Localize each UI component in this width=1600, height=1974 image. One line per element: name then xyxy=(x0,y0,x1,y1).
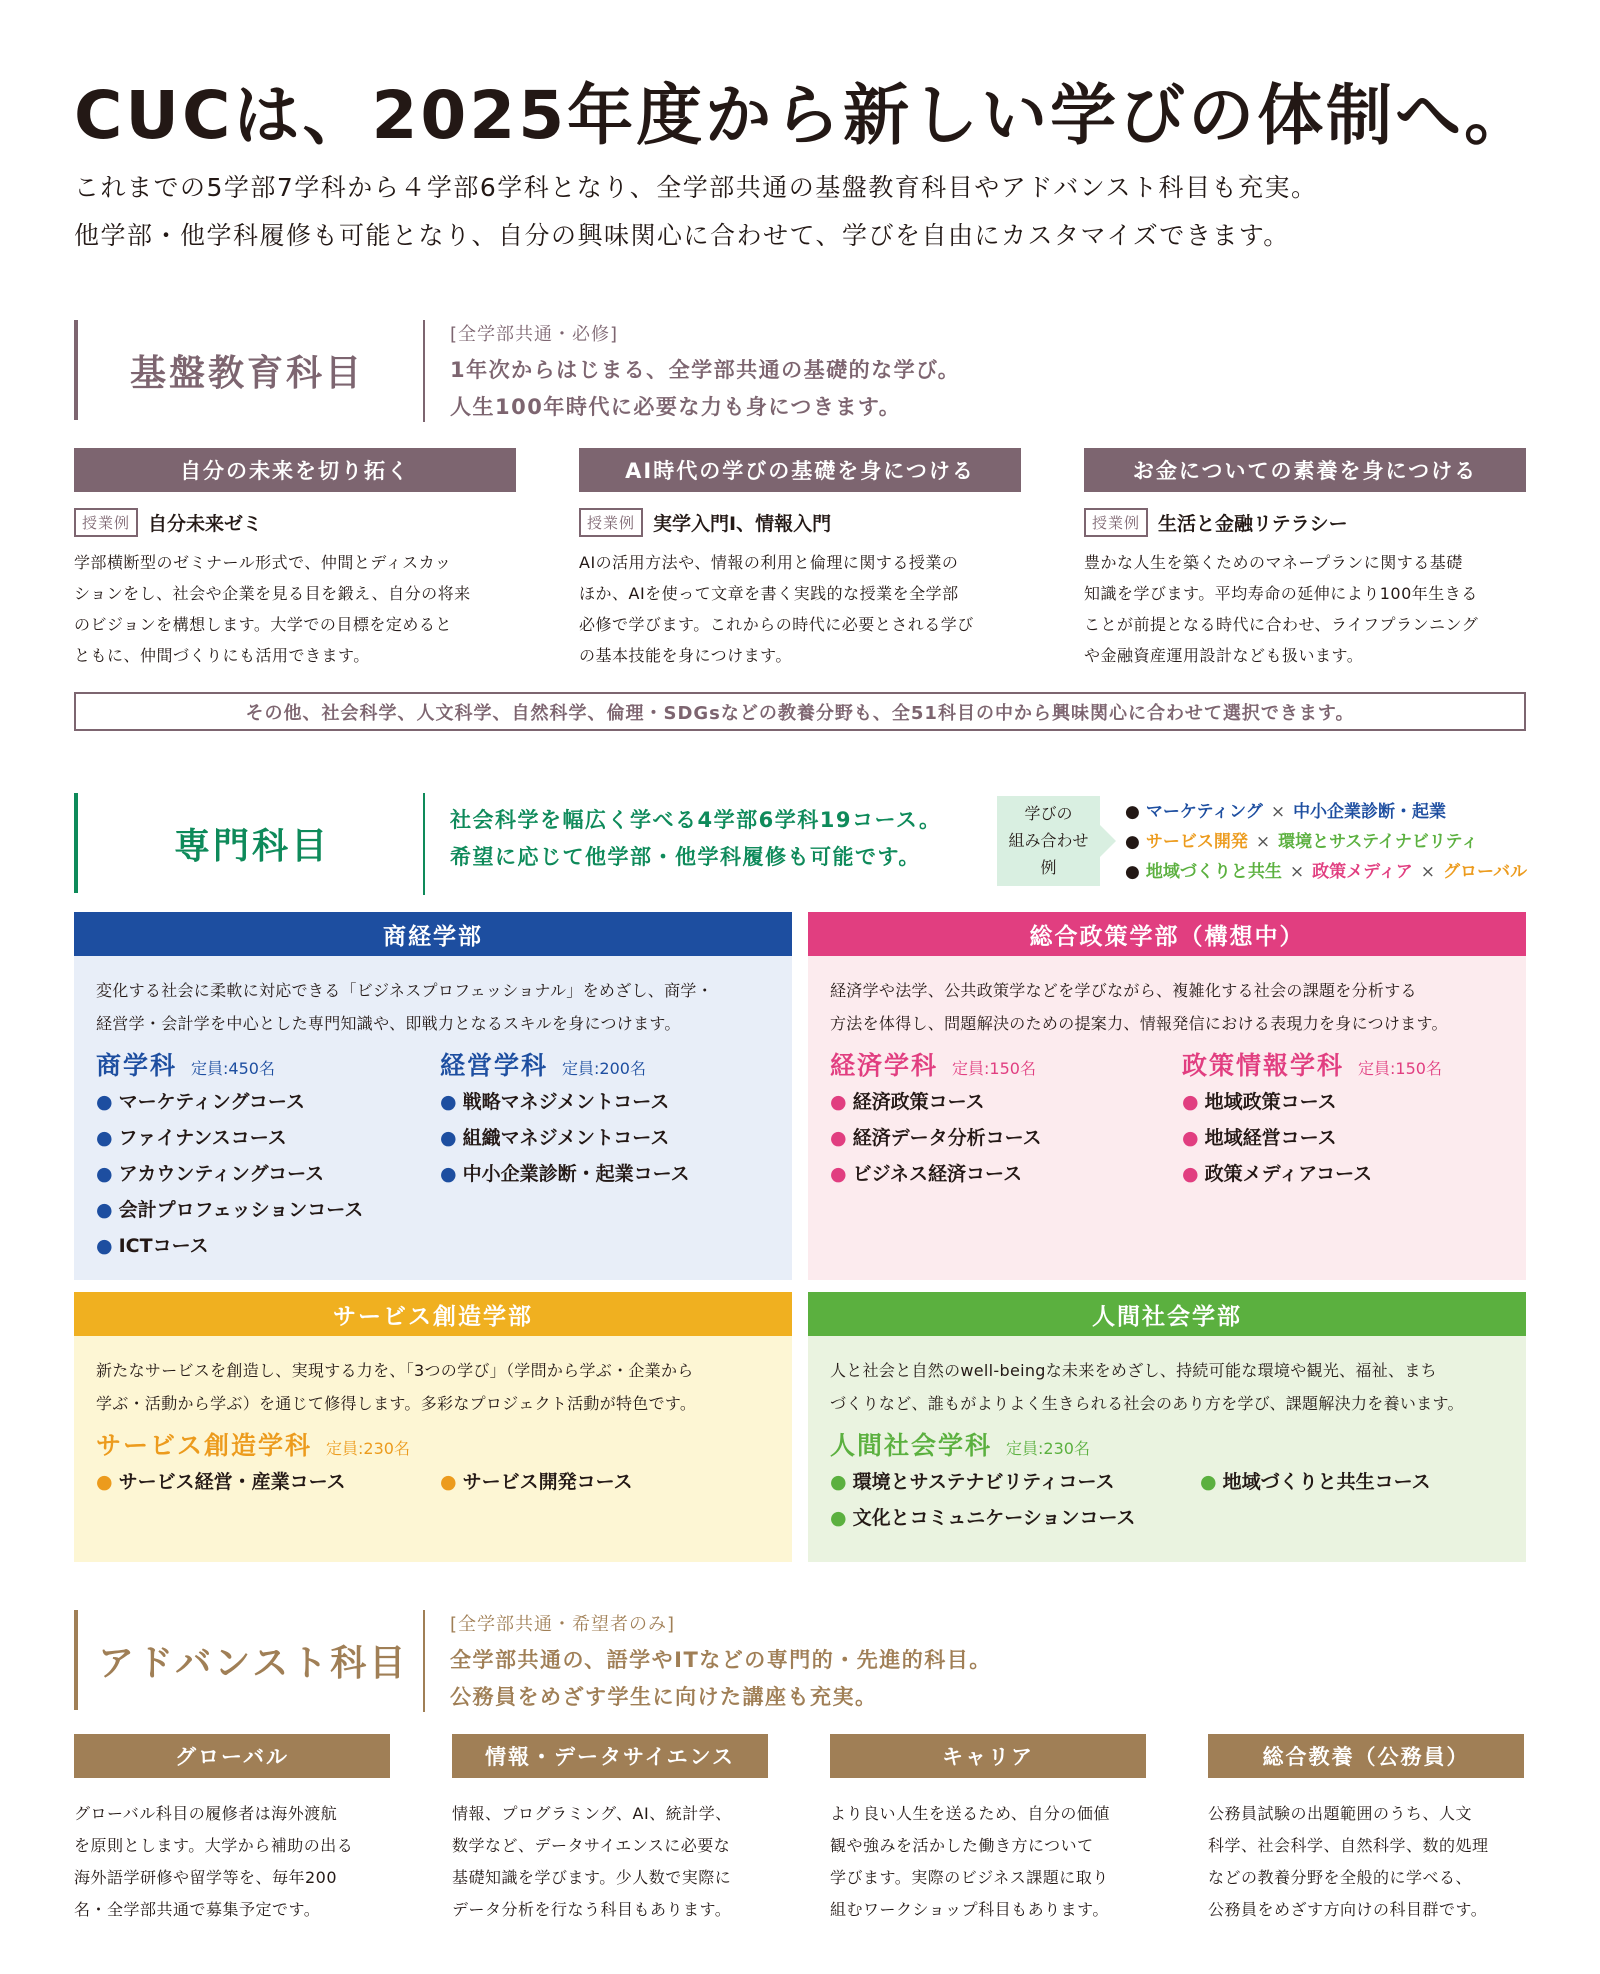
advanced-bracket: [全学部共通・希望者のみ] xyxy=(450,1614,676,1635)
course-item: ● 政策メディアコース xyxy=(1182,1163,1373,1185)
kiban-column-text: 豊かな人生を築くためのマネープランに関する基礎 知識を学びます。平均寿命の延伸により100年生きる ことが前提となる時代に合わせ、ライフプランニング や金融資産運用設計なども扱います。 xyxy=(1084,553,1479,665)
advanced-column-text: より良い人生を送るため、自分の価値 観や強みを活かした働き方について 学びます。実際のビジネス課題に取り 組むワークショップ科目もあります。 xyxy=(830,1804,1110,1919)
kiban-description xyxy=(450,320,960,426)
department xyxy=(96,1426,770,1500)
course-item: ● 環境とサステナビリティコース xyxy=(830,1471,1115,1493)
advanced-column-text: 公務員試験の出題範囲のうち、人文 科学、社会科学、自然科学、数的処理 などの教養分野を全般的に学べる、 公務員をめざす方向けの科目群です。 xyxy=(1208,1804,1489,1919)
department-capacity: 定員:230名 xyxy=(1006,1439,1090,1458)
advanced-column-text: グローバル科目の履修者は海外渡航 を原則とします。大学から補助の出る 海外語学研修や留学等を、毎年200 名・全学部共通で募集予定です。 xyxy=(74,1804,354,1919)
advanced-section-header xyxy=(74,1610,424,1710)
course-item: ● ファイナンスコース xyxy=(96,1127,287,1149)
senmon-divider xyxy=(423,793,425,895)
kiban-column-heading: AI時代の学びの基礎を身につける xyxy=(579,448,1021,492)
faculty-description: 人と社会と自然のwell-beingな未来をめざし、持続可能な環境や観光、福祉、まち づくりなど、誰もがよりよく生きられる社会のあり方を学び、課題解決力を養います。 xyxy=(830,1361,1464,1413)
faculty-name: 商経学部 xyxy=(74,912,792,956)
kiban-bracket: [全学部共通・必修] xyxy=(450,324,619,345)
class-example-name: 生活と金融リテラシー xyxy=(1158,513,1348,535)
department xyxy=(830,1426,1504,1536)
class-example-name: 自分未来ゼミ xyxy=(148,513,263,535)
advanced-column-heading: キャリア xyxy=(830,1734,1146,1778)
senmon-section-header xyxy=(74,793,424,893)
combo-example-list xyxy=(1125,797,1527,887)
faculty-description: 新たなサービスを創造し、実現する力を、「3つの学び」（学問から学ぶ・企業から 学ぶ・活動から学ぶ）を通じて修得します。多彩なプロジェクト活動が特色です。 xyxy=(96,1361,697,1413)
faculty-description: 変化する社会に柔軟に対応できる「ビジネスプロフェッショナル」をめざし、商学・ 経営学・会計学を中心とした専門知識や、即戦力となるスキルを身につけます。 xyxy=(96,981,714,1033)
advanced-desc-1: 全学部共通の、語学やITなどの専門的・先進的科目。 xyxy=(450,1648,992,1672)
department-name: 経営学科 xyxy=(440,1051,549,1080)
course-item: ● 文化とコミュニケーションコース xyxy=(830,1507,1136,1529)
course-item: ● マーケティングコース xyxy=(96,1091,305,1113)
advanced-title: アドバンスト科目 xyxy=(98,1642,409,1684)
course-item: ● ICTコース xyxy=(96,1235,209,1257)
class-example-name: 実学入門I、情報入門 xyxy=(653,513,832,535)
advanced-desc-2: 公務員をめざす学生に向けた講座も充実。 xyxy=(450,1685,878,1709)
course-item: ● サービス経営・産業コース xyxy=(96,1471,346,1493)
department-name: 経済学科 xyxy=(830,1051,939,1080)
department xyxy=(96,1046,363,1264)
faculty-name: 総合政策学部（構想中） xyxy=(808,912,1526,956)
course-item: ● ビジネス経済コース xyxy=(830,1163,1023,1185)
faculty-name: サービス創造学部 xyxy=(74,1292,792,1336)
class-example-tag: 授業例 xyxy=(74,508,138,537)
lead-line-2: 他学部・他学科履修も可能となり、自分の興味関心に合わせて、学びを自由にカスタマイズできます。 xyxy=(74,221,1290,250)
lead-line-1: これまでの5学部7学科から４学部6学科となり、全学部共通の基盤教育科目やアドバンスト科目も充実。 xyxy=(74,173,1318,202)
course-item: ● 戦略マネジメントコース xyxy=(440,1091,670,1113)
course-item: ● 地域経営コース xyxy=(1182,1127,1337,1149)
combo-example-label: 学びの 組み合わせ 例 xyxy=(997,796,1100,886)
kiban-title: 基盤教育科目 xyxy=(130,352,365,394)
faculty-sogo xyxy=(808,912,1526,1280)
combo-example: ● マーケティング × 中小企業診断・起業 xyxy=(1125,802,1447,822)
course-item: ● 中小企業診断・起業コース xyxy=(440,1163,690,1185)
advanced-column-heading: 情報・データサイエンス xyxy=(452,1734,768,1778)
combo-example: ● 地域づくりと共生 × 政策メディア × グローバル xyxy=(1125,862,1528,882)
kiban-desc-1: 1年次からはじまる、全学部共通の基礎的な学び。 xyxy=(450,358,961,382)
kiban-column xyxy=(1084,448,1526,671)
department-capacity: 定員:230名 xyxy=(326,1439,410,1458)
kiban-column-text: 学部横断型のゼミナール形式で、仲間とディスカッ ションをし、社会や企業を見る目を鍛え、自分の将来 のビジョンを構想します。大学での目標を定めると ともに、仲間づくりにも活用できます。 xyxy=(74,553,471,665)
advanced-column xyxy=(1208,1734,1524,1926)
kiban-column-text: AIの活用方法や、情報の利用と倫理に関する授業の ほか、AIを使って文章を書く実践的な授業を全学部 必修で学びます。これからの時代に必要とされる学び の基本技能を身につけます。 xyxy=(579,553,974,665)
faculty-service xyxy=(74,1292,792,1562)
faculty-description: 経済学や法学、公共政策学などを学びながら、複雑化する社会の課題を分析する 方法を体得し、問題解決のための提案力、情報発信における表現力を身につけます。 xyxy=(830,981,1448,1033)
department-capacity: 定員:450名 xyxy=(191,1059,275,1078)
kiban-column-heading: お金についての素養を身につける xyxy=(1084,448,1526,492)
senmon-desc-1: 社会科学を幅広く学べる4学部6学科19コース。 xyxy=(450,808,942,832)
kiban-column-heading: 自分の未来を切り拓く xyxy=(74,448,516,492)
kiban-column xyxy=(579,448,1021,671)
course-item: ● 地域政策コース xyxy=(1182,1091,1337,1113)
advanced-column xyxy=(830,1734,1146,1926)
kiban-divider xyxy=(423,320,425,422)
department-capacity: 定員:150名 xyxy=(1358,1059,1442,1078)
kiban-section-header xyxy=(74,320,424,420)
department-name: 人間社会学科 xyxy=(830,1431,993,1460)
senmon-title: 専門科目 xyxy=(174,825,331,867)
kiban-column xyxy=(74,448,516,671)
combo-example: ● サービス開発 × 環境とサステイナビリティ xyxy=(1125,832,1479,852)
advanced-description xyxy=(450,1610,992,1716)
course-item: ● 経済データ分析コース xyxy=(830,1127,1042,1149)
department xyxy=(830,1046,1042,1192)
class-example-tag: 授業例 xyxy=(1084,508,1148,537)
kiban-other-note: その他、社会科学、人文科学、自然科学、倫理・SDGsなどの教養分野も、全51科目の中から興味関心に合わせて選択できます。 xyxy=(74,692,1526,731)
department-name: 政策情報学科 xyxy=(1182,1051,1345,1080)
department xyxy=(440,1046,690,1192)
course-item: ● 地域づくりと共生コース xyxy=(1200,1471,1431,1493)
advanced-column-heading: 総合教養（公務員） xyxy=(1208,1734,1524,1778)
advanced-column-heading: グローバル xyxy=(74,1734,390,1778)
course-item: ● 組織マネジメントコース xyxy=(440,1127,670,1149)
course-item: ● 経済政策コース xyxy=(830,1091,985,1113)
faculty-shokei xyxy=(74,912,792,1280)
course-item: ● 会計プロフェッションコース xyxy=(96,1199,364,1221)
department-capacity: 定員:200名 xyxy=(562,1059,646,1078)
senmon-desc-2: 希望に応じて他学部・他学科履修も可能です。 xyxy=(450,845,921,869)
advanced-column-text: 情報、プログラミング、AI、統計学、 数学など、データサイエンスに必要な 基礎知識を学びます。少人数で実際に データ分析を行なう科目もあります。 xyxy=(452,1804,732,1919)
course-item: ● サービス開発コース xyxy=(440,1471,633,1493)
department-name: 商学科 xyxy=(96,1051,178,1080)
department-capacity: 定員:150名 xyxy=(952,1059,1036,1078)
advanced-divider xyxy=(423,1610,425,1712)
senmon-description xyxy=(450,802,942,876)
course-item: ● アカウンティングコース xyxy=(96,1163,325,1185)
advanced-column xyxy=(74,1734,390,1926)
kiban-desc-2: 人生100年時代に必要な力も身につきます。 xyxy=(450,395,902,419)
advanced-column xyxy=(452,1734,768,1926)
page-title: CUCは、2025年度から新しい学びの体制へ。 xyxy=(74,77,1534,154)
faculty-name: 人間社会学部 xyxy=(808,1292,1526,1336)
class-example-tag: 授業例 xyxy=(579,508,643,537)
faculty-ningen xyxy=(808,1292,1526,1562)
department-name: サービス創造学科 xyxy=(96,1431,313,1460)
department xyxy=(1182,1046,1442,1192)
